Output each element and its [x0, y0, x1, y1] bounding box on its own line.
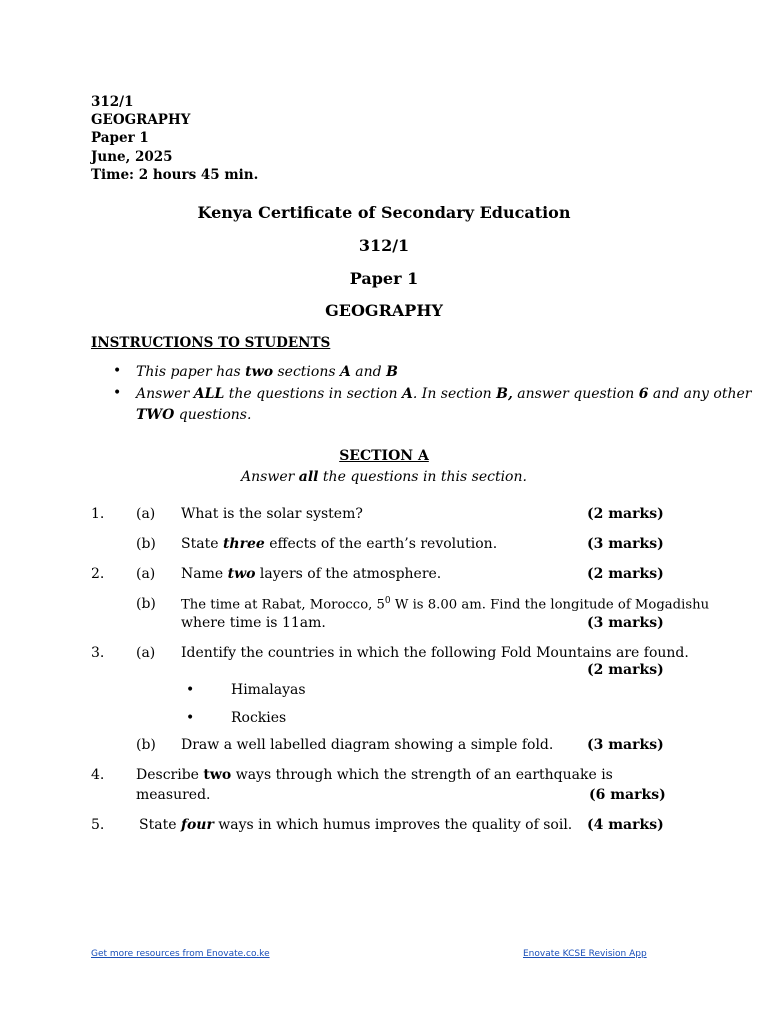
q2-number: 2.	[91, 566, 105, 582]
q3a-marks: (2 marks)	[587, 662, 664, 678]
q2a-label: (a)	[136, 566, 156, 582]
paper-number: Paper 1	[91, 130, 149, 146]
instruction-1: This paper has two sections A and B	[136, 364, 398, 380]
list-item: Rockies	[231, 710, 287, 726]
instructions-heading: INSTRUCTIONS TO STUDENTS	[91, 335, 331, 351]
q2a-marks: (2 marks)	[587, 566, 664, 582]
q2b-label: (b)	[136, 596, 156, 612]
q1-number: 1.	[91, 506, 105, 522]
q4-text-line1: Describe two ways through which the strength of an earthquake is	[136, 767, 613, 783]
q4-text-line2: measured.	[136, 787, 211, 803]
q3a-text: Identify the countries in which the following Fold Mountains are found.	[181, 645, 689, 661]
list-item: Himalayas	[231, 682, 306, 698]
q1a-marks: (2 marks)	[587, 506, 664, 522]
exam-title: Kenya Certificate of Secondary Education	[197, 203, 571, 222]
q4-number: 4.	[91, 767, 105, 783]
q4-marks: (6 marks)	[589, 787, 666, 803]
q2b-marks: (3 marks)	[587, 615, 664, 631]
q2a-text: Name two layers of the atmosphere.	[181, 566, 442, 582]
q3-number: 3.	[91, 645, 105, 661]
title-paper: Paper 1	[349, 269, 419, 288]
title-code: 312/1	[358, 236, 410, 255]
section-a-intro: Answer all the questions in this section.	[241, 469, 527, 485]
q1a-text: What is the solar system?	[181, 506, 363, 522]
footer-resources-link[interactable]: Get more resources from Enovate.co.ke	[91, 949, 270, 959]
exam-duration: Time: 2 hours 45 min.	[91, 167, 259, 183]
q2b-text-line2: where time is 11am.	[181, 615, 326, 631]
instruction-2-line1: Answer ALL the questions in section A. In section B, answer question 6 and any other	[136, 386, 752, 402]
q3a-label: (a)	[136, 645, 156, 661]
q5-number: 5.	[91, 817, 105, 833]
q1a-label: (a)	[136, 506, 156, 522]
q3b-marks: (3 marks)	[587, 737, 664, 753]
title-subject: GEOGRAPHY	[325, 301, 443, 320]
bullet-icon: •	[113, 363, 122, 379]
q5-text: State four ways in which humus improves the quality of soil.	[139, 817, 573, 833]
instruction-2-line2: TWO questions.	[136, 407, 252, 423]
subject-name: GEOGRAPHY	[91, 112, 191, 128]
q1b-text: State three effects of the earth’s revolution.	[181, 536, 498, 552]
bullet-icon: •	[186, 710, 195, 726]
q3b-text: Draw a well labelled diagram showing a simple fold.	[181, 737, 554, 753]
q1b-marks: (3 marks)	[587, 536, 664, 552]
footer-app-link[interactable]: Enovate KCSE Revision App	[523, 949, 647, 959]
paper-code: 312/1	[91, 94, 134, 110]
section-a-heading: SECTION A	[339, 448, 429, 464]
exam-date: June, 2025	[91, 149, 173, 165]
bullet-icon: •	[113, 385, 122, 401]
q3b-label: (b)	[136, 737, 156, 753]
q2b-text-line1: The time at Rabat, Morocco, $5^0$ W is 8.00 am. Find the longitude of Mogadishu	[181, 596, 710, 613]
bullet-icon: •	[186, 682, 195, 698]
q1b-label: (b)	[136, 536, 156, 552]
q5-marks: (4 marks)	[587, 817, 664, 833]
